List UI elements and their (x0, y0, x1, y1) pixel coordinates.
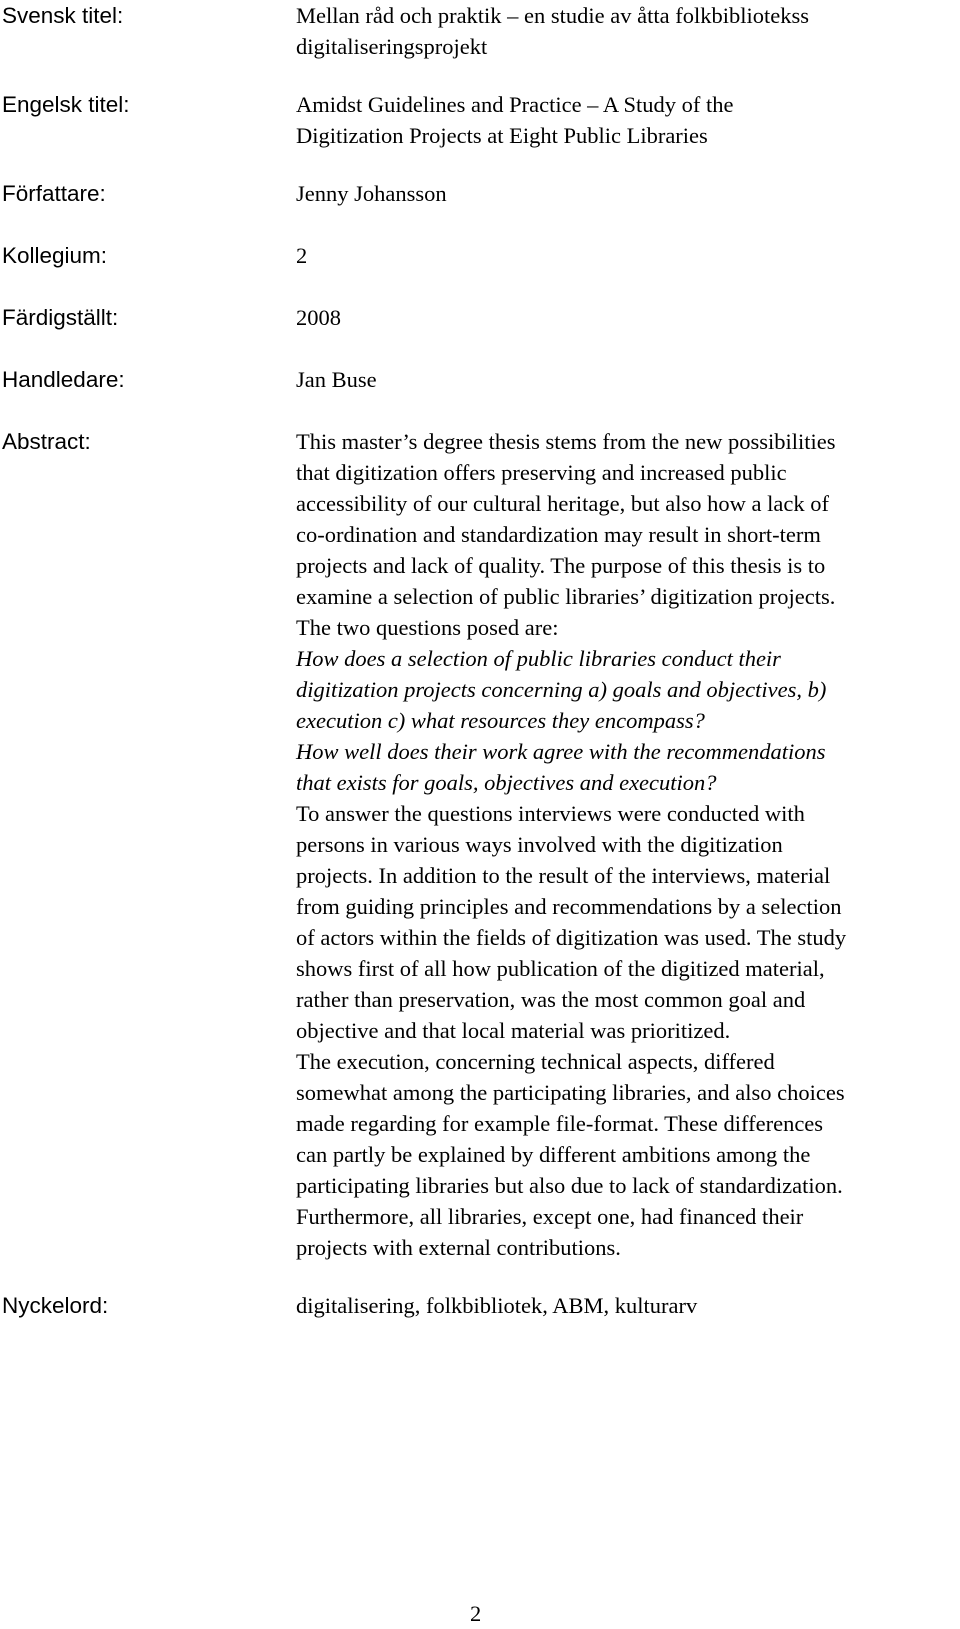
abstract-line: of actors within the fields of digitization was used. The study (296, 925, 847, 950)
abstract-line: shows first of all how publication of the digitized material, (296, 956, 825, 981)
abstract-line: Furthermore, all libraries, except one, had financed their (296, 1204, 804, 1229)
english-title-line: Digitization Projects at Eight Public Libraries (296, 123, 708, 148)
swedish-title (296, 0, 956, 62)
swedish-title-line: Mellan råd och praktik – en studie av åtta folkbibliotekss (296, 3, 809, 28)
abstract-line: can partly be explained by different ambitions among the (296, 1142, 811, 1167)
abstract-line: participating libraries but also due to lack of standardization. (296, 1173, 843, 1198)
abstract-line: persons in various ways involved with the digitization (296, 832, 783, 857)
label-kollegium: Kollegium: (2, 243, 108, 268)
supervisor: Jan Buse (296, 367, 377, 392)
keywords: digitalisering, folkbibliotek, ABM, kulturarv (296, 1293, 698, 1318)
research-question-line: How well does their work agree with the recommendations (296, 739, 826, 764)
abstract-line: The execution, concerning technical aspects, differed (296, 1049, 775, 1074)
abstract-line: projects with external contributions. (296, 1235, 621, 1260)
label-svensk-titel: Svensk titel: (2, 3, 124, 28)
abstract-line: accessibility of our cultural heritage, but also how a lack of (296, 491, 829, 516)
completed-year: 2008 (296, 305, 341, 330)
label-forfattare: Författare: (2, 181, 106, 206)
kollegium-value: 2 (296, 243, 308, 268)
abstract-line: projects. In addition to the result of the interviews, material (296, 863, 831, 888)
label-nyckelord: Nyckelord: (2, 1293, 109, 1318)
abstract-line: To answer the questions interviews were conducted with (296, 801, 805, 826)
abstract-line: made regarding for example file-format. These differences (296, 1111, 824, 1136)
research-question-line: that exists for goals, objectives and execution? (296, 770, 717, 795)
abstract-text (296, 426, 956, 1263)
label-engelsk-titel: Engelsk titel: (2, 92, 130, 117)
abstract-line: that digitization offers preserving and increased public (296, 460, 787, 485)
abstract-line: examine a selection of public libraries’ digitization projects. (296, 584, 836, 609)
abstract-line: from guiding principles and recommendations by a selection (296, 894, 842, 919)
research-question-line: How does a selection of public libraries conduct their (296, 646, 781, 671)
abstract-line: rather than preservation, was the most common goal and (296, 987, 806, 1012)
label-fardigstallt: Färdigställt: (2, 305, 119, 330)
abstract-line: co-ordination and standardization may result in short-term (296, 522, 821, 547)
abstract-line: The two questions posed are: (296, 615, 559, 640)
abstract-line: projects and lack of quality. The purpose of this thesis is to (296, 553, 826, 578)
label-handledare: Handledare: (2, 367, 125, 392)
research-question-line: execution c) what resources they encompass? (296, 708, 705, 733)
english-title-line: Amidst Guidelines and Practice – A Study of the (296, 92, 734, 117)
swedish-title-line: digitaliseringsprojekt (296, 34, 488, 59)
page-number: 2 (470, 1601, 482, 1626)
abstract-line: objective and that local material was prioritized. (296, 1018, 731, 1043)
author: Jenny Johansson (296, 181, 447, 206)
english-title (296, 89, 956, 151)
research-question-line: digitization projects concerning a) goals and objectives, b) (296, 677, 827, 702)
abstract-line: This master’s degree thesis stems from the new possibilities (296, 429, 836, 454)
abstract-line: somewhat among the participating libraries, and also choices (296, 1080, 845, 1105)
label-abstract: Abstract: (2, 429, 91, 454)
